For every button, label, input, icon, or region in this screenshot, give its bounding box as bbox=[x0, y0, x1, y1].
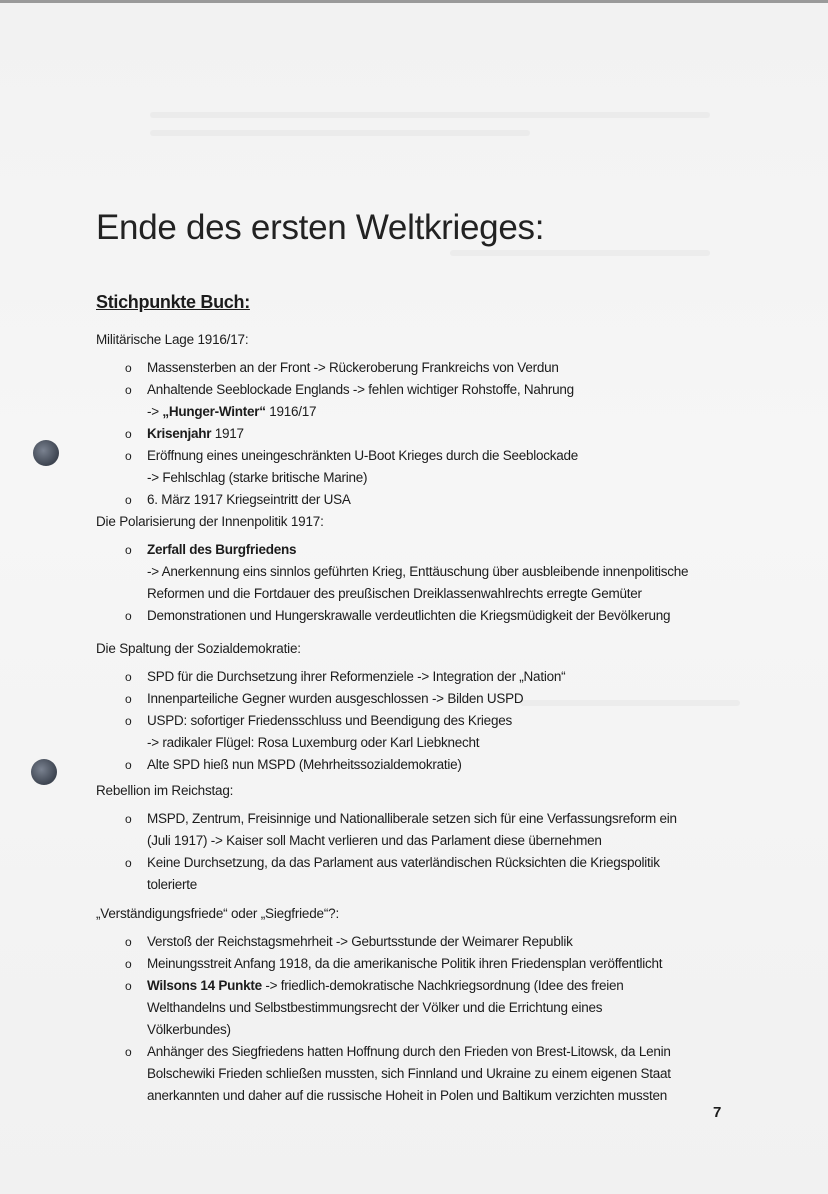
bullet-icon: o bbox=[125, 979, 132, 993]
section-subheading: Stichpunkte Buch: bbox=[96, 292, 250, 312]
section-heading: Die Polarisierung der Innenpolitik 1917: bbox=[96, 514, 324, 529]
text-segment: Reformen und die Fortdauer des preußischen Dreiklassenwahlrechts erregte Gemüter bbox=[147, 586, 642, 601]
list-item-line bbox=[147, 583, 736, 605]
section-heading: Die Spaltung der Sozialdemokratie: bbox=[96, 641, 301, 656]
punch-hole bbox=[33, 440, 59, 466]
list-item-line bbox=[147, 754, 736, 776]
list-item-line bbox=[147, 1041, 736, 1063]
list-item-line bbox=[147, 953, 736, 975]
text-segment: -> Fehlschlag (starke britische Marine) bbox=[147, 470, 368, 485]
bleed-through-text bbox=[450, 250, 710, 256]
bold-term: Krisenjahr bbox=[147, 426, 212, 441]
text-segment: (Juli 1917) -> Kaiser soll Macht verlieren und das Parlament diese übernehmen bbox=[147, 833, 602, 848]
text-segment: anerkannten und daher auf die russische Hoheit in Polen und Baltikum verzichten mussten bbox=[147, 1088, 668, 1103]
bullet-icon: o bbox=[125, 714, 132, 728]
punch-hole bbox=[31, 759, 57, 785]
list-item bbox=[96, 605, 736, 627]
list-item-line bbox=[147, 423, 736, 445]
text-segment: Verstoß der Reichstagsmehrheit -> Geburtsstunde der Weimarer Republik bbox=[147, 934, 573, 949]
list-item-line bbox=[147, 489, 736, 511]
bullet-icon: o bbox=[125, 856, 132, 870]
bold-term: Wilsons 14 Punkte bbox=[147, 978, 262, 993]
bleed-through-text bbox=[150, 130, 530, 136]
list-item-line bbox=[147, 975, 736, 997]
text-segment: Demonstrationen und Hungerskrawalle verdeutlichten die Kriegsmüdigkeit der Bevölkerung bbox=[147, 608, 671, 623]
list-item bbox=[96, 666, 736, 688]
bullet-icon: o bbox=[125, 449, 132, 463]
list-item bbox=[96, 953, 736, 975]
text-segment: Anhaltende Seeblockade Englands -> fehlen wichtiger Rohstoffe, Nahrung bbox=[147, 382, 574, 397]
list-item-line bbox=[147, 1019, 736, 1041]
list-item bbox=[96, 808, 736, 852]
text-segment: Völkerbundes) bbox=[147, 1022, 231, 1037]
list-item-line bbox=[147, 357, 736, 379]
list-item-line bbox=[147, 852, 736, 874]
text-segment: -> Anerkennung eins sinnlos geführten Krieg, Enttäuschung über ausbleibende innenpolitische bbox=[147, 564, 689, 579]
text-segment: -> friedlich-demokratische Nachkriegsordnung (Idee des freien bbox=[261, 978, 624, 993]
bullet-icon: o bbox=[125, 543, 132, 557]
list-item-line bbox=[147, 1063, 736, 1085]
bold-term: „Hunger-Winter“ bbox=[162, 404, 266, 419]
notes-section bbox=[96, 903, 736, 1107]
list-item-line bbox=[147, 732, 736, 754]
text-segment: SPD für die Durchsetzung ihrer Reformenziele -> Integration der „Nation“ bbox=[147, 669, 566, 684]
text-segment: Anhänger des Siegfriedens hatten Hoffnung durch den Frieden von Brest-Litowsk, da Lenin bbox=[147, 1044, 671, 1059]
text-segment: Welthandelns und Selbstbestimmungsrecht der Völker und die Errichtung eines bbox=[147, 1000, 603, 1015]
list-item bbox=[96, 445, 736, 489]
notes-section bbox=[96, 780, 736, 896]
list-item bbox=[96, 931, 736, 953]
text-segment: Alte SPD hieß nun MSPD (Mehrheitssozialdemokratie) bbox=[147, 757, 462, 772]
text-segment: 1917 bbox=[211, 426, 244, 441]
text-segment: USPD: sofortiger Friedensschluss und Beendigung des Krieges bbox=[147, 713, 512, 728]
list-item bbox=[96, 489, 736, 511]
list-item-line bbox=[147, 1085, 736, 1107]
bullet-icon: o bbox=[125, 758, 132, 772]
bullet-icon: o bbox=[125, 812, 132, 826]
text-segment: Meinungsstreit Anfang 1918, da die amerikanische Politik ihren Friedensplan veröffentlicht bbox=[147, 956, 663, 971]
text-segment: 6. März 1917 Kriegseintritt der USA bbox=[147, 492, 351, 507]
list-item-line bbox=[147, 539, 736, 561]
bullet-icon: o bbox=[125, 692, 132, 706]
page-number: 7 bbox=[713, 1104, 722, 1121]
text-segment: 1916/17 bbox=[265, 404, 317, 419]
list-item-line bbox=[147, 931, 736, 953]
list-item-line bbox=[147, 666, 736, 688]
list-item bbox=[96, 710, 736, 754]
page-edge bbox=[0, 0, 828, 3]
text-segment: Eröffnung eines uneingeschränkten U-Boot Krieges durch die Seeblockade bbox=[147, 448, 579, 463]
list-item bbox=[96, 357, 736, 379]
list-item-line bbox=[147, 997, 736, 1019]
section-heading: Militärische Lage 1916/17: bbox=[96, 332, 249, 347]
bullet-icon: o bbox=[125, 670, 132, 684]
list-item-line bbox=[147, 808, 736, 830]
text-segment: tolerierte bbox=[147, 877, 198, 892]
text-segment: Innenparteiliche Gegner wurden ausgeschlossen -> Bilden USPD bbox=[147, 691, 524, 706]
list-item bbox=[96, 852, 736, 896]
list-item bbox=[96, 423, 736, 445]
list-item-line bbox=[147, 467, 736, 489]
bullet-icon: o bbox=[125, 361, 132, 375]
text-segment: MSPD, Zentrum, Freisinnige und Nationalliberale setzen sich für eine Verfassungsreform ein bbox=[147, 811, 677, 826]
bold-term: Zerfall des Burgfriedens bbox=[147, 542, 297, 557]
list-item bbox=[96, 975, 736, 1041]
bullet-icon: o bbox=[125, 1045, 132, 1059]
list-item-line bbox=[147, 379, 736, 401]
list-item-line bbox=[147, 605, 736, 627]
list-item bbox=[96, 754, 736, 776]
list-item-line bbox=[147, 445, 736, 467]
text-segment: Keine Durchsetzung, da das Parlament aus vaterländischen Rücksichten die Kriegspolitik bbox=[147, 855, 660, 870]
bullet-icon: o bbox=[125, 383, 132, 397]
list-item bbox=[96, 688, 736, 710]
text-segment: Massensterben an der Front -> Rückeroberung Frankreichs von Verdun bbox=[147, 360, 559, 375]
section-heading: Rebellion im Reichstag: bbox=[96, 783, 234, 798]
bullet-icon: o bbox=[125, 935, 132, 949]
list-item bbox=[96, 1041, 736, 1107]
list-item bbox=[96, 379, 736, 423]
text-segment: -> bbox=[147, 404, 163, 419]
list-item-line bbox=[147, 830, 736, 852]
section-heading: „Verständigungsfriede“ oder „Siegfriede“?: bbox=[96, 906, 339, 921]
bullet-icon: o bbox=[125, 609, 132, 623]
bullet-icon: o bbox=[125, 957, 132, 971]
list-item-line bbox=[147, 710, 736, 732]
text-segment: Bolschewiki Frieden schließen mussten, sich Finnland und Ukraine zu einem eigenen Staat bbox=[147, 1066, 671, 1081]
bullet-icon: o bbox=[125, 427, 132, 441]
notes-section bbox=[96, 638, 736, 776]
list-item-line bbox=[147, 874, 736, 896]
list-item-line bbox=[147, 401, 736, 423]
list-item bbox=[96, 539, 736, 605]
text-segment: -> radikaler Flügel: Rosa Luxemburg oder Karl Liebknecht bbox=[147, 735, 480, 750]
page-title: Ende des ersten Weltkrieges: bbox=[96, 208, 545, 247]
list-item-line bbox=[147, 561, 736, 583]
notes-section bbox=[96, 511, 736, 627]
bullet-icon: o bbox=[125, 493, 132, 507]
bleed-through-text bbox=[150, 112, 710, 118]
notes-section bbox=[96, 329, 736, 511]
list-item-line bbox=[147, 688, 736, 710]
